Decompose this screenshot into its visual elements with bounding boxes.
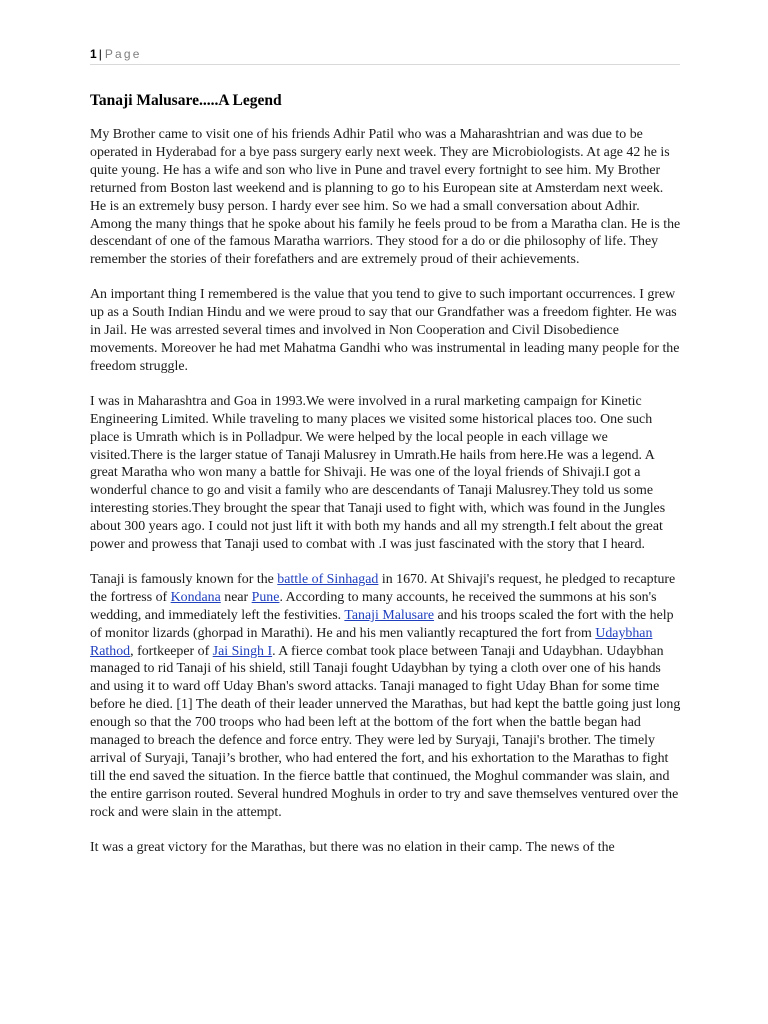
paragraph-2: An important thing I remembered is the value that you tend to give to such important occurrences. I grew up as a South Indian Hindu and we were proud to say that our Grandfather was a freedom fighter. He was in Jail. He was arrested several times and involved in Non Cooperation and Civil Disobedience movements. Moreover he had met Mahatma Gandhi who was instrumental in leading many people for the freedom struggle. (90, 287, 680, 374)
page-number: 1 (90, 47, 97, 61)
link-battle-of-sinhagad[interactable]: battle of Sinhagad (277, 571, 379, 587)
page-label: Page (104, 47, 142, 61)
page-header (90, 46, 680, 65)
paragraph-4-text-6: , fortkeeper of (130, 643, 213, 659)
document-title: Tanaji Malusare.....A Legend (90, 92, 282, 109)
paragraph-4-text-4: . According to many accounts, he received the summons at his son's wedding, and immediately left the festivities. (90, 589, 657, 623)
document-body (90, 90, 682, 874)
link-udaybhan-rathod[interactable]: Udaybhan Rathod (90, 625, 653, 659)
paragraph-4-text-5: and his troops scaled the fort with the help of monitor lizards (ghorpad in Marathi). He and his men valiantly recaptured the fort from (90, 607, 674, 641)
paragraph-1: My Brother came to visit one of his friends Adhir Patil who was a Maharashtrian and was due to be operated in Hyderabad for a bye pass surgery early next week. They are Microbiologists. At age 42 he is quite young. He has a wife and son who live in Pune and travel every fortnight to see him. My Brother returned from Boston last weekend and is planning to go to his European site at Amsterdam next week. He is an extremely busy person. I hardy ever see him. So we had a small conversation about Adhir. Among the many things that he spoke about his family he feels proud to be from a Maratha clan. He is the descendant of one of the famous Maratha warriors. They stood for a do or die philosophy of life. They remember the stories of their forefathers and are extremely proud of their achievements. (90, 127, 681, 268)
link-tanaji-malusare[interactable]: Tanaji Malusare (344, 607, 435, 623)
header-separator: | (98, 47, 102, 61)
paragraph-4-text-7: . A fierce combat took place between Tanaji and Udaybhan. Udaybhan managed to rid Tanaji of his shield, still Tanaji fought Udaybhan by tying a cloth over one of his hands and using it to ward off Uday Bhan's sword attacks. Tanaji managed to fight Uday Bhan for some time before he died. [1] The death of their leader unnerved the Marathas, but had kept the battle going just long enough so that the 700 troops who had been left at the bottom of the fort when the battle began had managed to breach the defence and force entry. They were led by Suryaji, Tanaji's brother. The timely arrival of Suryaji, Tanaji’s brother, who had entered the fort, and his exhortation to the Marathas to fight till the end saved the situation. In the fierce battle that continued, the Moghul commander was slain, and the entire garrison routed. Several hundred Moghuls in order to try and save themselves ventured over the rock and were slain in the attempt. (90, 643, 681, 820)
paragraph-4-text-3: near (220, 589, 252, 605)
link-kondana[interactable]: Kondana (170, 589, 221, 605)
paragraph-4-text-1: Tanaji is famously known for the (90, 571, 278, 587)
paragraph-5: It was a great victory for the Marathas, but there was no elation in their camp. The news of the (90, 839, 615, 855)
link-jai-singh-i[interactable]: Jai Singh I (212, 643, 273, 659)
paragraph-4-text-2: in 1670. At Shivaji's request, he pledged to recapture the fortress of (90, 571, 676, 605)
paragraph-4 (90, 571, 682, 822)
link-pune[interactable]: Pune (251, 589, 280, 605)
paragraph-3: I was in Maharashtra and Goa in 1993.We were involved in a rural marketing campaign for Kinetic Engineering Limited. While traveling to many places we visited some historical places too. One such place is Umrath which is in Polladpur. We were helped by the local people in each village we visited.There is the larger statue of Tanaji Malusrey in Umrath.He hails from here.He was a legend. A great Maratha who won many a battle for Shivaji. He was one of the loyal friends of Shivaji.I got a wonderful chance to go and visit a family who are descendants of Tanaji Malusrey.They told us some interesting stories.They brought the spear that Tanaji used to fight with, which was found in the Jungles about 300 years ago. I could not just lift it with both my hands and all my strength.I felt about the great power and prowess that Tanaji used to combat with .I was just fascinated with the story that I heard. (90, 393, 666, 553)
